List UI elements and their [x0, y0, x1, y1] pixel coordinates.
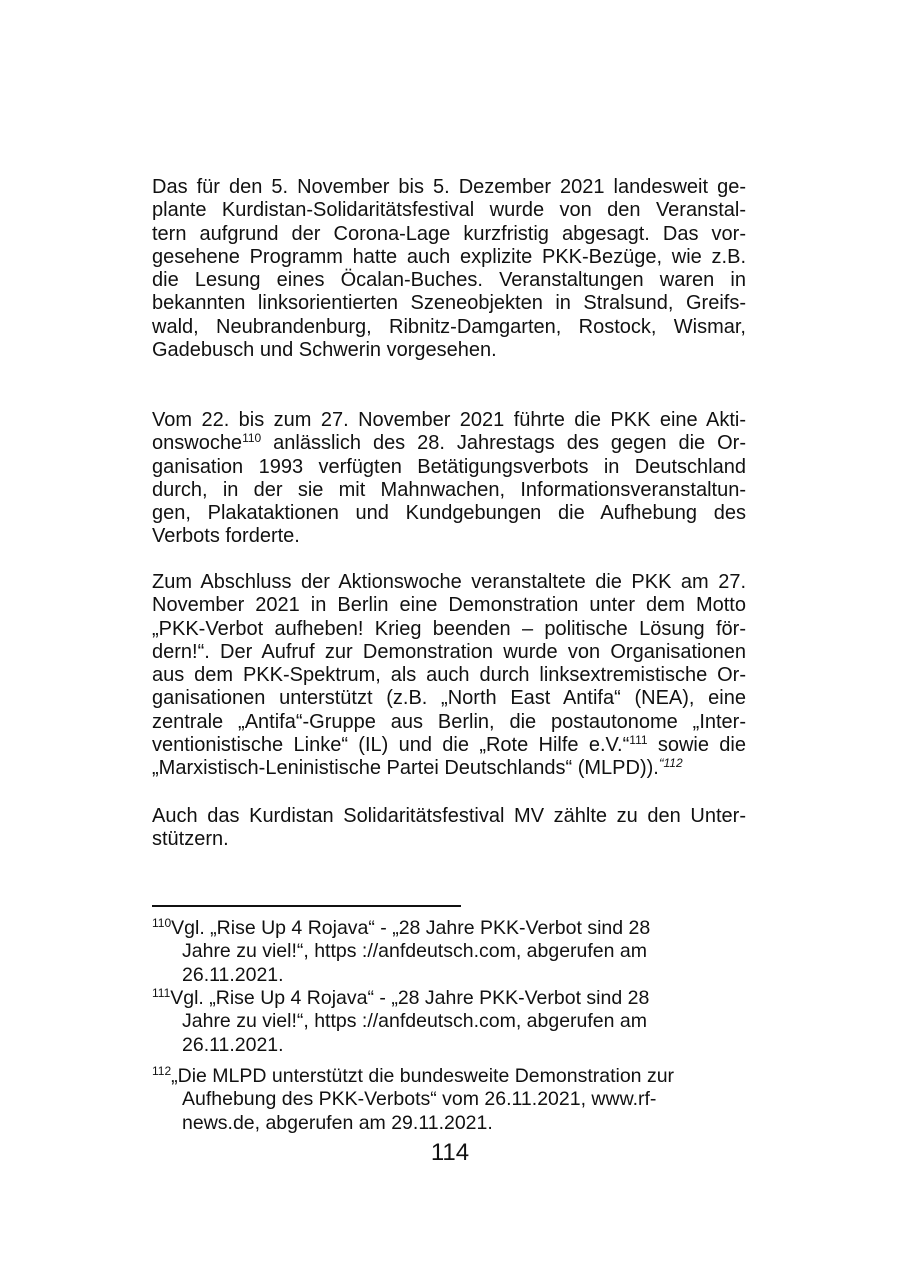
- footnote-ref-112[interactable]: 112: [663, 756, 683, 771]
- footnote-line: [152, 987, 732, 1010]
- footnote-ref-110[interactable]: 110: [242, 431, 262, 446]
- footnote-line: 26.11.2021.: [182, 963, 284, 986]
- footnote-line: 26.11.2021.: [182, 1033, 284, 1056]
- text-line: durch, in der sie mit Mahnwachen, Informationsveranstaltun-: [152, 478, 746, 501]
- text-line: „PKK-Verbot aufheben! Krieg beenden – politische Lösung för-: [152, 617, 746, 640]
- footnote-line: [152, 1065, 732, 1088]
- text-line: Das für den 5. November bis 5. Dezember 2021 landesweit ge-: [152, 176, 746, 198]
- text-segment: ventionistische Linke“ (IL) und die „Rote Hilfe e.V.“: [152, 734, 630, 757]
- text-line: gen, Plakataktionen und Kundgebungen die Aufhebung des: [152, 502, 746, 525]
- footnote-text: „Die MLPD unterstützt die bundesweite Demonstration zur: [171, 1065, 675, 1087]
- text-line: [152, 734, 746, 757]
- footnote-line: Aufhebung des PKK-Verbots“ vom 26.11.2021, www.rf-: [182, 1088, 657, 1111]
- footnote-line: news.de, abgerufen am 29.11.2021.: [182, 1111, 493, 1134]
- text-line: zentrale „Antifa“-Gruppe aus Berlin, die postautonome „Inter-: [152, 710, 746, 733]
- text-line: [152, 432, 746, 455]
- footnote-text: Vgl. „Rise Up 4 Rojava“ - „28 Jahre PKK-Verbot sind 28: [171, 917, 651, 939]
- footnote-112: [152, 1065, 732, 1135]
- italic-quote-mark: “: [658, 755, 664, 772]
- paragraph-action-week: [152, 409, 746, 549]
- footnote-110: [152, 917, 732, 987]
- footnote-number: 112: [152, 1064, 172, 1078]
- text-line: ganisation 1993 verfügten Betätigungsverbots in Deutschland: [152, 455, 746, 478]
- footnote-text: Vgl. „Rise Up 4 Rojava“ - „28 Jahre PKK-Verbot sind 28: [170, 987, 650, 1009]
- text-segment: sowie die: [647, 734, 746, 757]
- footnote-number: 110: [152, 916, 172, 930]
- text-line: die Lesung eines Öcalan-Buches. Veranstaltungen waren in: [152, 269, 746, 292]
- footnote-111: [152, 987, 732, 1057]
- footnote-separator: [152, 905, 461, 907]
- text-segment: anlässlich des 28. Jahrestags des gegen die Or-: [261, 432, 746, 455]
- text-line: stützern.: [152, 828, 229, 851]
- page-number: 114: [430, 1139, 470, 1166]
- footnote-number: 111: [152, 986, 171, 1000]
- text-line: Verbots forderte.: [152, 525, 300, 548]
- text-line: tern aufgrund der Corona-Lage kurzfristig abgesagt. Das vor-: [152, 222, 746, 245]
- text-segment: „Marxistisch-Leninistische Partei Deutschlands“ (MLPD)).: [152, 757, 659, 780]
- text-line: dern!“. Der Aufruf zur Demonstration wurde von Organisationen: [152, 640, 746, 663]
- text-line: Vom 22. bis zum 27. November 2021 führte die PKK eine Akti-: [152, 409, 746, 431]
- text-line: gesehene Programm hatte auch explizite PKK-Bezüge, wie z.B.: [152, 245, 746, 268]
- text-line: aus dem PKK-Spektrum, als auch durch linksextremistische Or-: [152, 664, 746, 687]
- text-segment: onswoche: [152, 432, 243, 455]
- text-line: plante Kurdistan-Solidaritätsfestival wurde von den Veranstal-: [152, 199, 746, 222]
- footnote-line: Jahre zu viel!“, https ://anfdeutsch.com, abgerufen am: [182, 940, 647, 963]
- text-line: Zum Abschluss der Aktionswoche veranstaltete die PKK am 27.: [152, 571, 746, 593]
- footnote-line: Jahre zu viel!“, https ://anfdeutsch.com, abgerufen am: [182, 1010, 647, 1033]
- text-line: wald, Neubrandenburg, Ribnitz-Damgarten, Rostock, Wismar,: [152, 315, 746, 338]
- footnote-line: [152, 917, 732, 940]
- paragraph-supporters: [152, 805, 746, 852]
- text-line: bekannten linksorientierten Szeneobjekten in Stralsund, Greifs-: [152, 292, 746, 315]
- footnote-ref-111[interactable]: 111: [629, 733, 648, 748]
- paragraph-festival: [152, 176, 746, 362]
- text-line: November 2021 in Berlin eine Demonstration unter dem Motto: [152, 594, 746, 617]
- text-line: [152, 757, 746, 780]
- text-line: ganisationen unterstützt (z.B. „North East Antifa“ (NEA), eine: [152, 687, 746, 710]
- text-line: Gadebusch und Schwerin vorgesehen.: [152, 339, 497, 362]
- paragraph-demonstration: [152, 571, 746, 781]
- text-line: Auch das Kurdistan Solidaritätsfestival MV zählte zu den Unter-: [152, 805, 746, 827]
